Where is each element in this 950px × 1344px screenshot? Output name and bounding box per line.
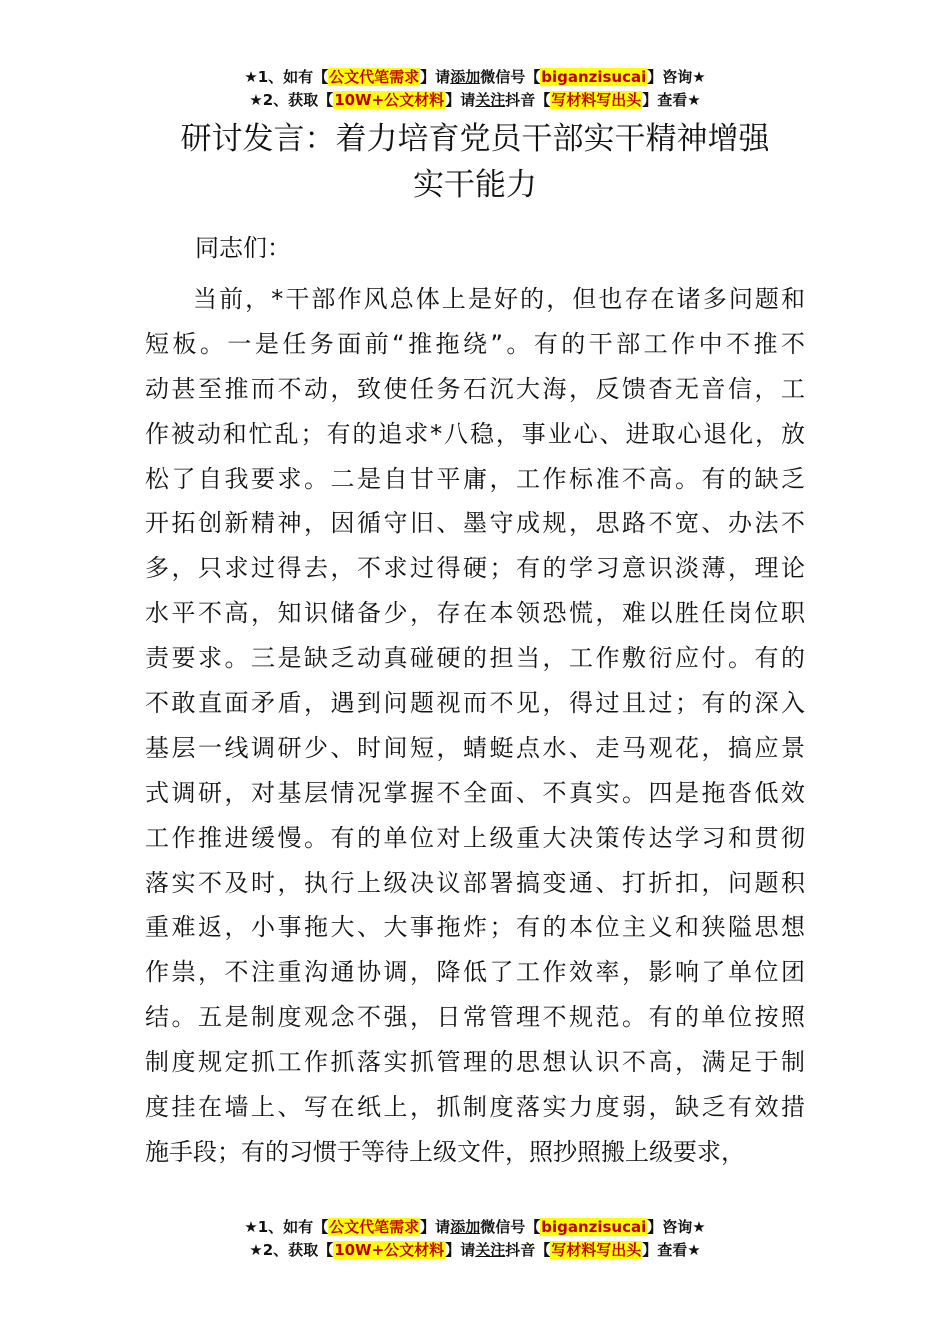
- ad-highlight: 写材料写出头: [551, 1241, 642, 1259]
- body-line: 施手段；有的习惯于等待上级文件，照抄照搬上级要求，: [145, 1137, 745, 1166]
- body-line: 松了自我要求。二是自甘平庸，工作标准不高。有的缺乏: [145, 464, 805, 493]
- ad-text: 】查看★: [642, 91, 701, 109]
- document-title: [145, 116, 805, 208]
- ad-text: 微信号【: [480, 1218, 541, 1236]
- ad-highlight: 10W+公文材料: [334, 91, 445, 109]
- ad-text: ★2、获取【: [249, 1241, 334, 1259]
- ad-text: 抖音【: [505, 91, 551, 109]
- ad-line-2: [0, 1239, 950, 1262]
- body-line: 短板。一是任务面前“推拖绕”。有的干部工作中不推不: [145, 329, 805, 358]
- ad-underline: 关注: [475, 91, 506, 109]
- ad-text: ★1、如有【: [244, 1218, 329, 1236]
- ad-highlight: biganzisucai: [541, 68, 647, 86]
- ad-text: ★2、获取【: [249, 91, 334, 109]
- body-line: 多，只求过得去，不求过得硬；有的学习意识淡薄，理论: [145, 554, 805, 583]
- footer-ad: [0, 1216, 950, 1262]
- body-line: 作祟，不注重沟通协调，降低了工作效率，影响了单位团: [145, 958, 805, 987]
- ad-text: ★1、如有【: [244, 68, 329, 86]
- body-line: 度挂在墙上、写在纸上，抓制度落实力度弱，缺乏有效措: [145, 1093, 805, 1122]
- header-ad: [0, 66, 950, 112]
- ad-text: 微信号【: [480, 68, 541, 86]
- body-line: 重难返，小事拖大、大事拖炸；有的本位主义和狭隘思想: [145, 913, 805, 942]
- body-line: 作被动和忙乱；有的追求*八稳，事业心、进取心退化，放: [145, 419, 805, 448]
- ad-text: 】咨询★: [647, 1218, 706, 1236]
- body-line: 责要求。三是缺乏动真碰硬的担当，工作敷衍应付。有的: [145, 644, 805, 673]
- salutation: 同志们：: [195, 234, 291, 262]
- body-line: 动甚至推而不动，致使任务石沉大海，反馈杳无音信，工: [145, 374, 805, 403]
- ad-text: 】查看★: [642, 1241, 701, 1259]
- title-line-2: 实干能力: [413, 167, 537, 203]
- title-line-1: 研讨发言：着力培育党员干部实干精神增强: [180, 121, 770, 157]
- ad-underline: 添加: [450, 1218, 481, 1236]
- ad-underline: 添加: [450, 68, 481, 86]
- body-line: 工作推进缓慢。有的单位对上级重大决策传达学习和贯彻: [145, 823, 805, 852]
- ad-text: 】请: [420, 68, 451, 86]
- ad-line-1: [0, 66, 950, 89]
- ad-highlight: biganzisucai: [541, 1218, 647, 1236]
- ad-highlight: 公文代笔需求: [329, 1218, 420, 1236]
- ad-underline: 关注: [475, 1241, 506, 1259]
- body-line: 式调研，对基层情况掌握不全面、不真实。四是拖沓低效: [145, 778, 805, 807]
- ad-text: 】请: [445, 1241, 476, 1259]
- body-line: 结。五是制度观念不强，日常管理不规范。有的单位按照: [145, 1003, 805, 1032]
- body-line: 当前，*干部作风总体上是好的，但也存在诸多问题和: [193, 285, 805, 313]
- ad-text: 】请: [420, 1218, 451, 1236]
- ad-text: 】请: [445, 91, 476, 109]
- ad-line-2: [0, 89, 950, 112]
- body-line: 水平不高，知识储备少，存在本领恐慌，难以胜任岗位职: [145, 599, 805, 628]
- ad-text: 】咨询★: [647, 68, 706, 86]
- ad-line-1: [0, 1216, 950, 1239]
- ad-highlight: 公文代笔需求: [329, 68, 420, 86]
- ad-text: 抖音【: [505, 1241, 551, 1259]
- body-paragraph: [145, 277, 805, 1175]
- ad-highlight: 10W+公文材料: [334, 1241, 445, 1259]
- body-line: 不敢直面矛盾，遇到问题视而不见，得过且过；有的深入: [145, 689, 805, 718]
- body-line: 基层一线调研少、时间短，蜻蜓点水、走马观花，搞应景: [145, 733, 805, 762]
- body-line: 落实不及时，执行上级决议部署搞变通、打折扣，问题积: [145, 868, 805, 897]
- body-line: 开拓创新精神，因循守旧、墨守成规，思路不宽、办法不: [145, 509, 805, 538]
- body-line: 制度规定抓工作抓落实抓管理的思想认识不高，满足于制: [145, 1048, 805, 1077]
- ad-highlight: 写材料写出头: [551, 91, 642, 109]
